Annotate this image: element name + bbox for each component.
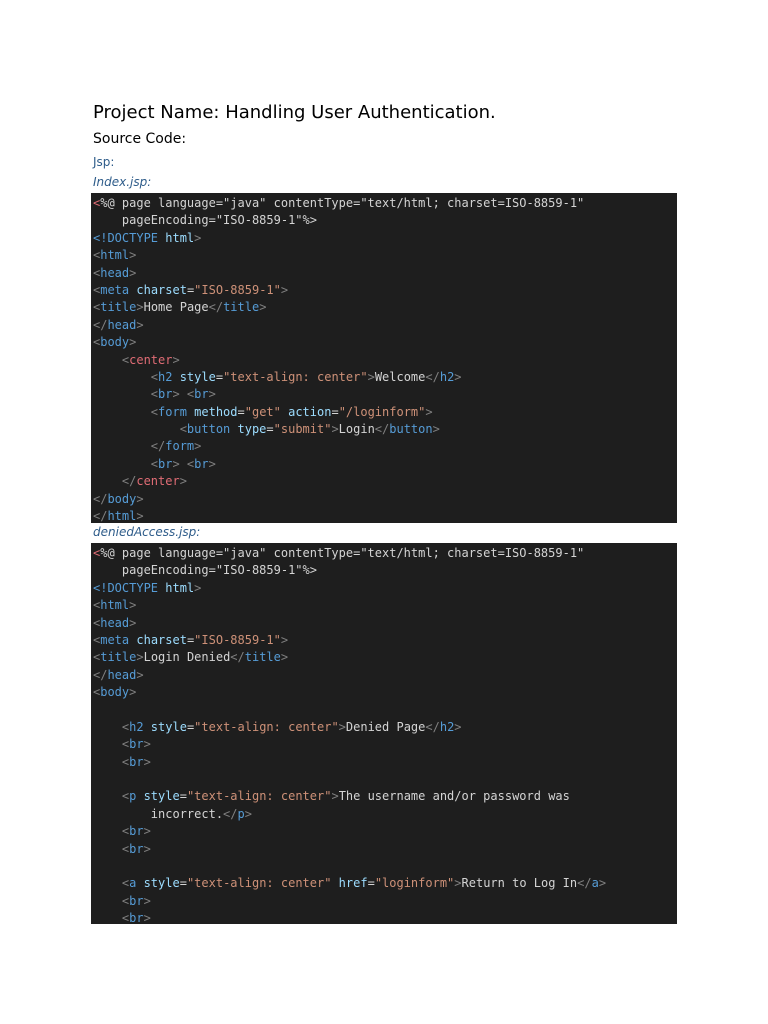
code-token: >	[143, 824, 151, 839]
code-token: method	[186, 404, 238, 419]
code-token: Return to Log In	[461, 876, 578, 891]
code-line	[93, 841, 677, 858]
file-label-denied-access: deniedAccess.jsp:	[93, 525, 201, 539]
code-token: br	[129, 737, 144, 752]
code-line	[93, 875, 677, 892]
code-token: "submit"	[273, 422, 332, 437]
code-token: >	[136, 509, 144, 523]
code-token: >	[367, 369, 375, 384]
code-token: >	[129, 265, 137, 280]
code-token: >	[136, 667, 144, 682]
code-token: form	[158, 404, 187, 419]
code-line	[93, 667, 677, 684]
code-token: =	[179, 876, 187, 891]
code-line	[93, 754, 677, 771]
code-token: button	[186, 422, 231, 437]
code-token: <	[93, 650, 101, 665]
code-line	[93, 702, 677, 719]
code-token: type	[230, 422, 267, 437]
code-token: Login	[338, 422, 375, 437]
code-token: incorrect.	[93, 806, 224, 821]
code-line	[93, 649, 677, 666]
code-token: > <	[172, 456, 195, 471]
code-token: charset	[129, 282, 187, 297]
code-token: >	[244, 806, 252, 821]
code-token: >	[280, 650, 289, 665]
code-token: >	[259, 300, 267, 315]
code-token: =	[266, 422, 274, 437]
code-token: <	[93, 789, 130, 804]
code-token: >	[208, 387, 216, 402]
code-token: <	[93, 893, 130, 908]
code-token: </	[93, 509, 108, 523]
code-token: >	[129, 248, 137, 263]
code-token: meta	[100, 632, 130, 647]
code-token: <	[93, 456, 159, 471]
code-token: <	[93, 632, 101, 647]
code-token: >	[143, 911, 151, 924]
code-line	[93, 352, 677, 369]
code-token: =	[186, 282, 195, 297]
code-token: </	[425, 719, 440, 734]
code-token: "text-align: center"	[186, 789, 332, 804]
code-token: </	[93, 439, 166, 454]
code-line	[93, 580, 677, 597]
code-token: =	[237, 404, 245, 419]
code-token: >	[143, 893, 151, 908]
code-block-denied-access	[91, 543, 677, 924]
code-token: >	[129, 335, 137, 350]
code-token: >	[432, 422, 440, 437]
code-token: %@ page language="java" contentType="text/html; charset=ISO-8859-1"	[100, 546, 585, 560]
code-token: >	[454, 719, 462, 734]
code-line	[93, 719, 677, 736]
code-token: html	[100, 248, 130, 263]
code-token: %@ page language="java" contentType="text/html; charset=ISO-8859-1"	[100, 196, 585, 210]
code-token: >	[143, 754, 151, 769]
code-token: <	[93, 841, 130, 856]
code-token: html	[100, 598, 130, 613]
code-token: br	[158, 456, 173, 471]
code-token: <	[93, 876, 130, 891]
code-token: >	[136, 650, 144, 665]
code-line	[93, 806, 677, 823]
code-line	[93, 858, 677, 875]
code-line	[93, 823, 677, 840]
code-token: body	[107, 491, 137, 506]
code-token: <	[93, 685, 101, 700]
code-token: style	[136, 789, 180, 804]
code-token: <	[93, 300, 101, 315]
code-token: pageEncoding="ISO-8859-1"%>	[93, 213, 317, 228]
file-label-index: Index.jsp:	[93, 175, 152, 189]
code-token: "text-align: center"	[194, 719, 339, 734]
code-token: form	[165, 439, 195, 454]
code-token: action	[280, 404, 332, 419]
code-token: br	[129, 893, 144, 908]
code-token: >	[129, 615, 137, 630]
code-token: <	[93, 352, 130, 367]
code-token: href	[331, 876, 368, 891]
code-token: >	[331, 422, 339, 437]
code-token: head	[100, 615, 130, 630]
code-token: >	[331, 789, 339, 804]
code-token: p	[237, 806, 245, 821]
code-token: <	[93, 196, 101, 210]
code-token: center	[136, 474, 180, 489]
code-token: </	[93, 491, 108, 506]
code-line	[93, 195, 677, 212]
code-token: body	[100, 335, 130, 350]
code-token: pageEncoding="ISO-8859-1"%>	[93, 563, 317, 578]
code-token: >	[454, 369, 462, 384]
code-token: br	[129, 911, 144, 924]
code-token: br	[158, 387, 173, 402]
code-token: <	[93, 369, 159, 384]
code-line	[93, 597, 677, 614]
code-token: h2	[439, 719, 455, 734]
code-line	[93, 736, 677, 753]
code-token: title	[223, 300, 260, 315]
code-line	[93, 545, 677, 562]
code-token: meta	[100, 282, 130, 297]
code-line	[93, 421, 677, 438]
code-token: </	[208, 300, 224, 315]
code-token: =	[186, 632, 195, 647]
code-token: title	[100, 650, 137, 665]
code-token: >	[143, 841, 151, 856]
code-token: </	[425, 369, 440, 384]
code-token: <	[93, 737, 130, 752]
code-token: <	[93, 824, 130, 839]
code-line	[93, 771, 677, 788]
code-token: a	[129, 876, 137, 891]
code-token: button	[389, 422, 433, 437]
code-token: head	[107, 667, 137, 682]
code-line	[93, 265, 677, 282]
code-line	[93, 404, 677, 421]
code-token: "text-align: center"	[186, 876, 332, 891]
code-token: </	[230, 650, 245, 665]
code-token: =	[215, 369, 224, 384]
code-token: "ISO-8859-1"	[194, 632, 281, 647]
code-token: html	[107, 509, 137, 523]
code-line	[93, 334, 677, 351]
code-line	[93, 386, 677, 403]
code-token: >	[338, 719, 346, 734]
code-line	[93, 282, 677, 299]
code-line	[93, 910, 677, 924]
code-token: <	[93, 265, 101, 280]
code-token: style	[136, 876, 180, 891]
code-token: <!DOCTYPE	[93, 580, 166, 595]
code-line	[93, 438, 677, 455]
code-token: <	[93, 248, 101, 263]
code-token: </	[223, 806, 238, 821]
code-token: <!DOCTYPE	[93, 230, 166, 245]
code-token: <	[93, 719, 130, 734]
code-token: h2	[158, 369, 173, 384]
code-token: html	[165, 230, 195, 245]
code-token: =	[179, 789, 187, 804]
code-line	[93, 212, 677, 229]
code-token: "loginform"	[374, 876, 455, 891]
code-token: >	[598, 876, 607, 891]
code-token: >	[194, 439, 202, 454]
code-token: =	[331, 404, 339, 419]
code-token: <	[93, 387, 159, 402]
code-token: charset	[129, 632, 187, 647]
jsp-section-label: Jsp:	[93, 155, 115, 169]
code-token: </	[93, 667, 108, 682]
code-line	[93, 615, 677, 632]
code-token: br	[129, 841, 144, 856]
code-token: head	[100, 265, 130, 280]
code-token: </	[577, 876, 592, 891]
code-token: >	[194, 230, 202, 245]
code-token: >	[194, 580, 202, 595]
code-token: Home Page	[143, 300, 209, 315]
code-token: a	[591, 876, 599, 891]
code-line	[93, 317, 677, 334]
code-line	[93, 473, 677, 490]
code-token: =	[367, 876, 375, 891]
code-token: Login Denied	[143, 650, 231, 665]
code-token: <	[93, 422, 187, 437]
source-code-heading: Source Code:	[93, 131, 187, 147]
code-token: <	[93, 615, 101, 630]
code-token: </	[93, 317, 108, 332]
code-line	[93, 491, 677, 508]
code-token: >	[425, 404, 433, 419]
code-token: "/loginform"	[338, 404, 426, 419]
code-token: >	[179, 474, 187, 489]
code-token: >	[129, 598, 137, 613]
code-token: >	[172, 352, 180, 367]
code-token: >	[143, 737, 151, 752]
code-token: style	[172, 369, 216, 384]
code-line	[93, 508, 677, 523]
code-token: h2	[129, 719, 144, 734]
code-token: h2	[439, 369, 455, 384]
code-line	[93, 788, 677, 805]
code-token: <	[93, 754, 130, 769]
code-token: title	[244, 650, 281, 665]
code-token: >	[136, 300, 144, 315]
code-token: title	[100, 300, 137, 315]
code-token: "ISO-8859-1"	[194, 282, 281, 297]
code-token: >	[208, 456, 216, 471]
code-token: The username and/or password was	[338, 789, 570, 804]
code-line	[93, 562, 677, 579]
code-token: >	[129, 685, 137, 700]
code-token: >	[280, 632, 289, 647]
code-line	[93, 456, 677, 473]
code-line	[93, 632, 677, 649]
code-token: >	[454, 876, 462, 891]
code-token: > <	[172, 387, 195, 402]
code-token: html	[165, 580, 195, 595]
code-token: <	[93, 546, 101, 560]
code-token: Denied Page	[345, 719, 426, 734]
code-token: style	[143, 719, 187, 734]
code-line	[93, 299, 677, 316]
code-token: br	[129, 824, 144, 839]
code-token: body	[100, 685, 130, 700]
code-token: <	[93, 335, 101, 350]
code-token: Welcome	[374, 369, 426, 384]
code-token: "text-align: center"	[223, 369, 368, 384]
code-token: <	[93, 598, 101, 613]
code-line	[93, 230, 677, 247]
code-token: <	[93, 911, 130, 924]
code-line	[93, 684, 677, 701]
code-line	[93, 247, 677, 264]
code-token: br	[194, 456, 209, 471]
code-token: p	[129, 789, 137, 804]
code-token: br	[194, 387, 209, 402]
code-line	[93, 893, 677, 910]
code-token: br	[129, 754, 144, 769]
code-token: <	[93, 282, 101, 297]
code-token: <	[93, 404, 159, 419]
code-token: head	[107, 317, 137, 332]
code-token: >	[136, 317, 144, 332]
code-token: >	[136, 491, 144, 506]
code-block-index	[91, 193, 677, 523]
code-line	[93, 369, 677, 386]
code-token: =	[186, 719, 195, 734]
code-token: center	[129, 352, 173, 367]
page-title: Project Name: Handling User Authentication.	[93, 102, 496, 123]
code-token: "get"	[244, 404, 281, 419]
code-token: >	[280, 282, 289, 297]
code-token: </	[374, 422, 390, 437]
code-token: </	[93, 474, 137, 489]
